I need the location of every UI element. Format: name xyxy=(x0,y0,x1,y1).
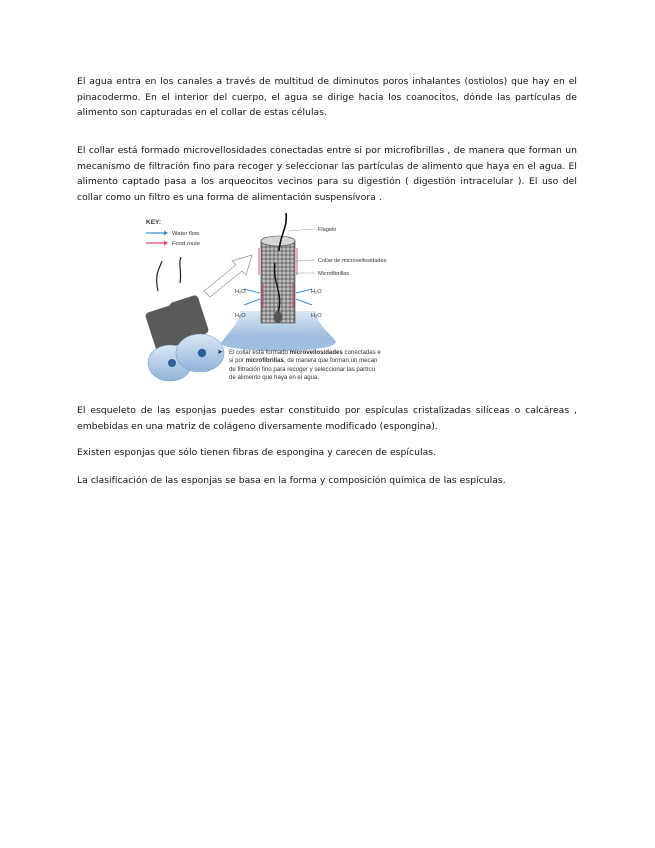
key-water-flow-label: Water flow xyxy=(172,231,200,237)
key-title: KEY: xyxy=(146,219,162,226)
caption-line-4: de alimento que haya en el agua. xyxy=(229,374,320,382)
caption-text-3: si por xyxy=(229,357,246,365)
key-food-route-label: Food route xyxy=(172,241,201,247)
paragraph-spongin: Existen esponjas que sólo tienen fibras de espongina y carecen de espículas. xyxy=(77,447,437,458)
caption-bullet-icon: ➤ xyxy=(217,349,223,356)
paragraph-collar-filter: El collar está formado microvellosidades conectadas entre si por microfibrillas , de manera que forman un mecanismo de filtración fino para recoger y seleccionar las partículas de alimento que haya en el agua. El alimento captado pasa a los arqueocitos vecinos para su digestión ( digestión intracelular ). El uso del collar como un filtro es una forma de alimentación suspensívora . xyxy=(77,145,577,203)
caption-bold-2: microfibrillas xyxy=(245,357,284,365)
caption-text-2: conectadas e xyxy=(342,349,381,356)
label-flagelo: Flagelo xyxy=(318,227,337,233)
small-choanocytes xyxy=(145,257,224,381)
label-microfibrillas: Microfibrillas xyxy=(318,271,350,277)
caption-line-3: de filtración fino para recoger y seleccionar las partícu xyxy=(229,365,375,373)
caption-text-1: El collar está formado xyxy=(229,349,290,356)
figure-caption xyxy=(217,349,429,383)
caption-bold-1: microvellosidades xyxy=(289,349,343,356)
label-h2o-right-top: H₂O xyxy=(311,289,322,295)
paragraph-classification: La clasificación de las esponjas se basa en la forma y composición química de las espículas. xyxy=(77,475,506,486)
food-route-arrowhead-icon xyxy=(164,241,168,246)
label-h2o-left-top: H₂O xyxy=(235,289,246,295)
large-choanocyte-collar xyxy=(221,213,336,351)
water-flow-arrowhead-icon xyxy=(164,231,168,236)
caption-text-4: , de manera que forman un mecan xyxy=(283,357,378,365)
label-h2o-left-bottom: H₂O xyxy=(235,313,246,319)
choanocyte-figure xyxy=(140,213,430,393)
label-h2o-right-bottom: H₂O xyxy=(311,313,322,319)
label-collar: Collar de microvellosidades xyxy=(318,258,387,264)
paragraph-water-intake: El agua entra en los canales a través de multitud de diminutos poros inhalantes (ostiolos) que hay en el pinacodermo. En el interior del cuerpo, el agua se dirige hacia los coanocitos, dónde las partículas de alimento son capturadas en el collar de estas células. xyxy=(77,76,577,119)
paragraph-skeleton: El esqueleto de las esponjas puedes estar constituido por espículas cristalizadas silíceas o calcáreas , embebidas en una matriz de colágeno diversamente modificado (espongina). xyxy=(77,405,577,432)
